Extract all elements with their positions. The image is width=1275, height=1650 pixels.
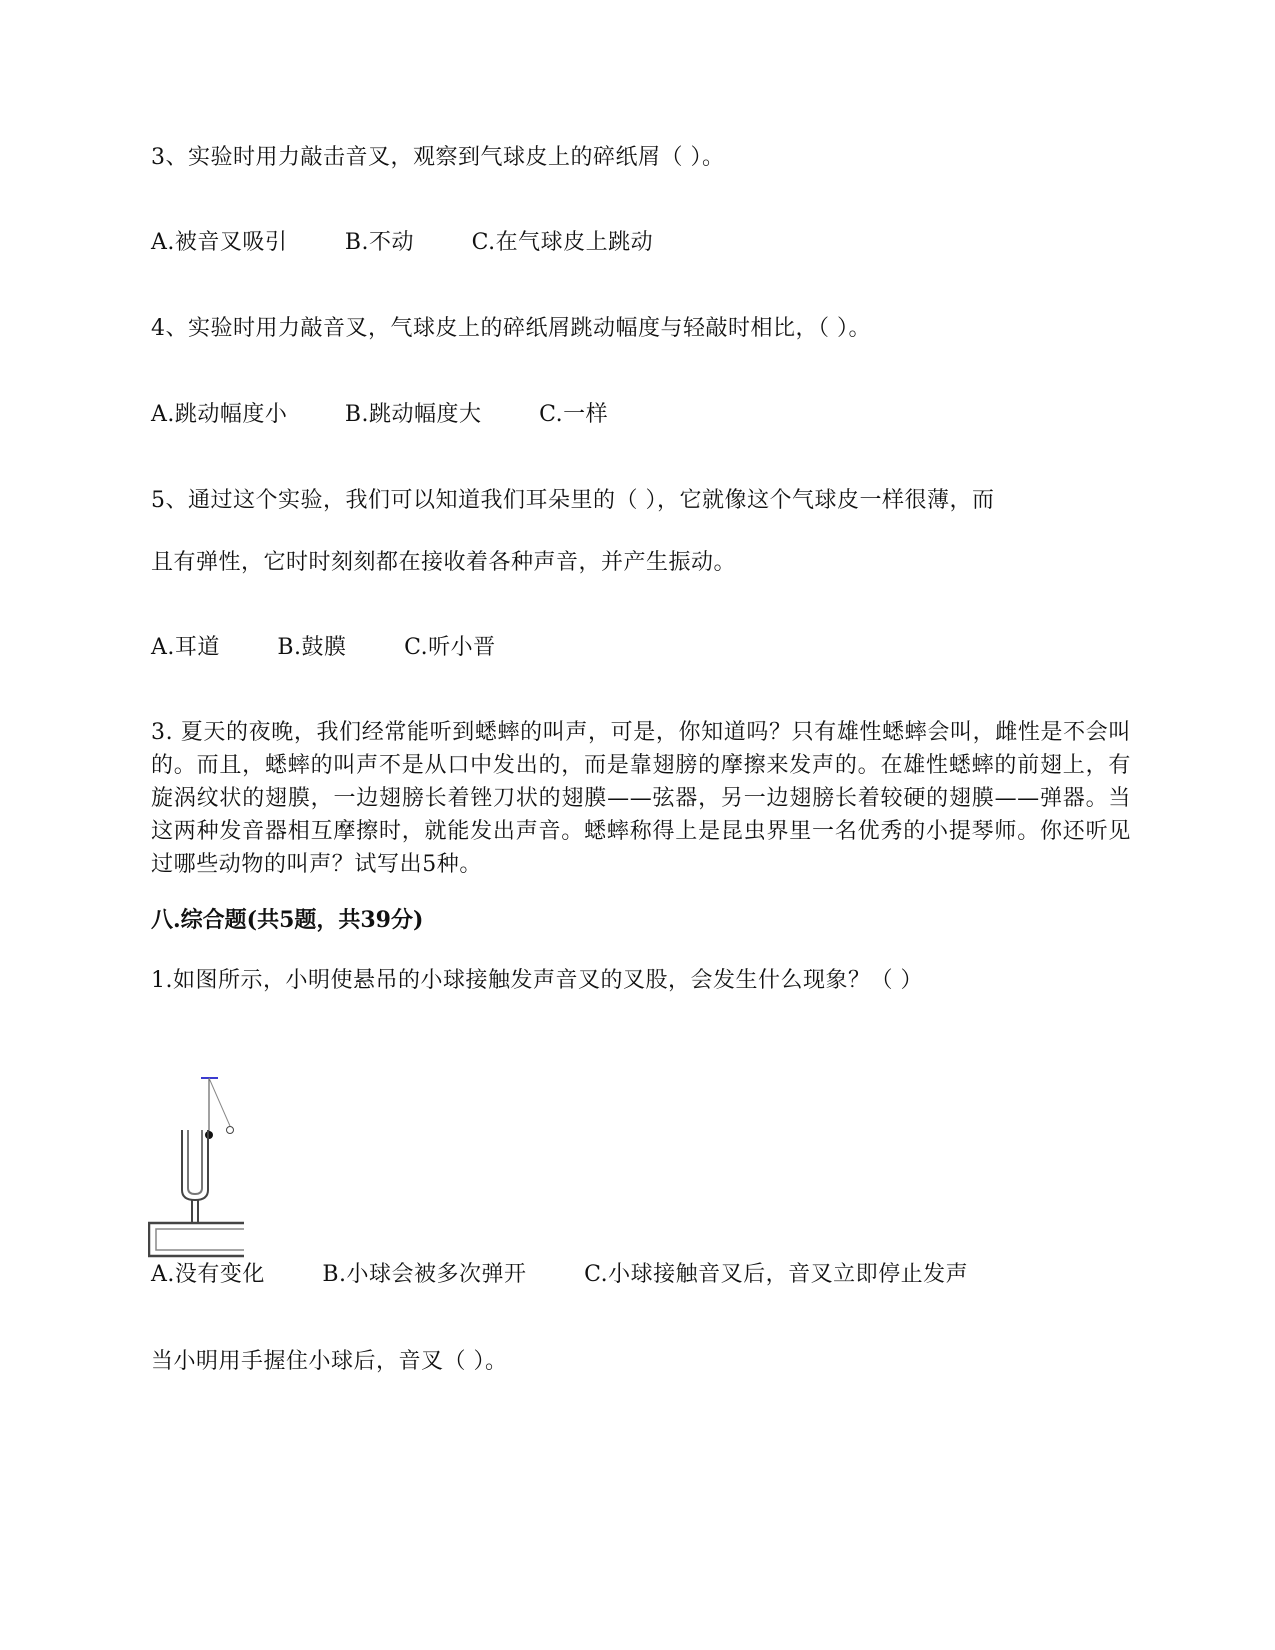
fork-prongs-outer: [182, 1130, 208, 1200]
q5-option-b: B.鼓膜: [277, 635, 347, 660]
q5-options: [151, 633, 546, 663]
q4-stem: 4、实验时用力敲音叉，气球皮上的碎纸屑跳动幅度与轻敲时相比，（ ）。: [151, 316, 871, 341]
q3-option-a: A.被音叉吸引: [151, 230, 288, 255]
q4-option-c: C.一样: [539, 402, 609, 427]
q3-option-b: B.不动: [344, 230, 415, 255]
fork-base: [149, 1223, 244, 1256]
s8q1-option-c: C.小球接触音叉后，音叉立即停止发声: [584, 1262, 969, 1287]
s8q1-followup: 当小明用手握住小球后，音叉（ ）。: [151, 1349, 508, 1374]
q5-stem-line1: 5、通过这个实验，我们可以知道我们耳朵里的（ ），它就像这个气球皮一样很薄，而: [151, 488, 995, 513]
tuning-fork-figure: [148, 1068, 263, 1268]
s8q1-options: [151, 1260, 1018, 1290]
s8q1-option-b: B.小球会被多次弹开: [322, 1262, 527, 1287]
q3-option-c: C.在气球皮上跳动: [471, 230, 654, 255]
s8q1-stem: 1.如图所示，小明使悬吊的小球接触发声音叉的叉股，会发生什么现象？（ ）: [151, 968, 923, 993]
pendulum-string-swing: [209, 1078, 230, 1126]
q3-stem: 3、实验时用力敲击音叉，观察到气球皮上的碎纸屑（ ）。: [151, 145, 725, 170]
q5-option-c: C.听小晋: [404, 635, 496, 660]
q5-option-a: A.耳道: [151, 635, 220, 660]
q5-stem-line2: 且有弹性，它时时刻刻都在接收着各种声音，并产生振动。: [151, 550, 737, 575]
pendulum-ball-swing: [227, 1127, 234, 1134]
q4-option-b: B.跳动幅度大: [344, 402, 482, 427]
fork-prongs-inner: [188, 1130, 202, 1194]
tuning-fork-with-pendulum-icon: [148, 1068, 263, 1268]
q3-options: [151, 228, 703, 258]
q4-option-a: A.跳动幅度小: [151, 402, 288, 427]
fork-base-inner: [156, 1229, 244, 1250]
q4-options: [151, 400, 658, 430]
s8q1-option-a: A.没有变化: [151, 1262, 265, 1287]
cricket-passage: 3. 夏天的夜晚，我们经常能听到蟋蟀的叫声，可是，你知道吗？只有雄性蟋蟀会叫，雌性是不会叫的。而且，蟋蟀的叫声不是从口中发出的，而是靠翅膀的摩擦来发声的。在雄性蟋蟀的前翅上，有旋涡纹状的翅膜，一边翅膀长着锉刀状的翅膜——弦器，另一边翅膀长着较硬的翅膜——弹器。当这两种发音器相互摩擦时，就能发出声音。蟋蟀称得上是昆虫界里一名优秀的小提琴师。你还听见过哪些动物的叫声？试写出5种。: [151, 720, 1131, 877]
section-heading: 八.综合题(共5题，共39分): [151, 907, 424, 933]
